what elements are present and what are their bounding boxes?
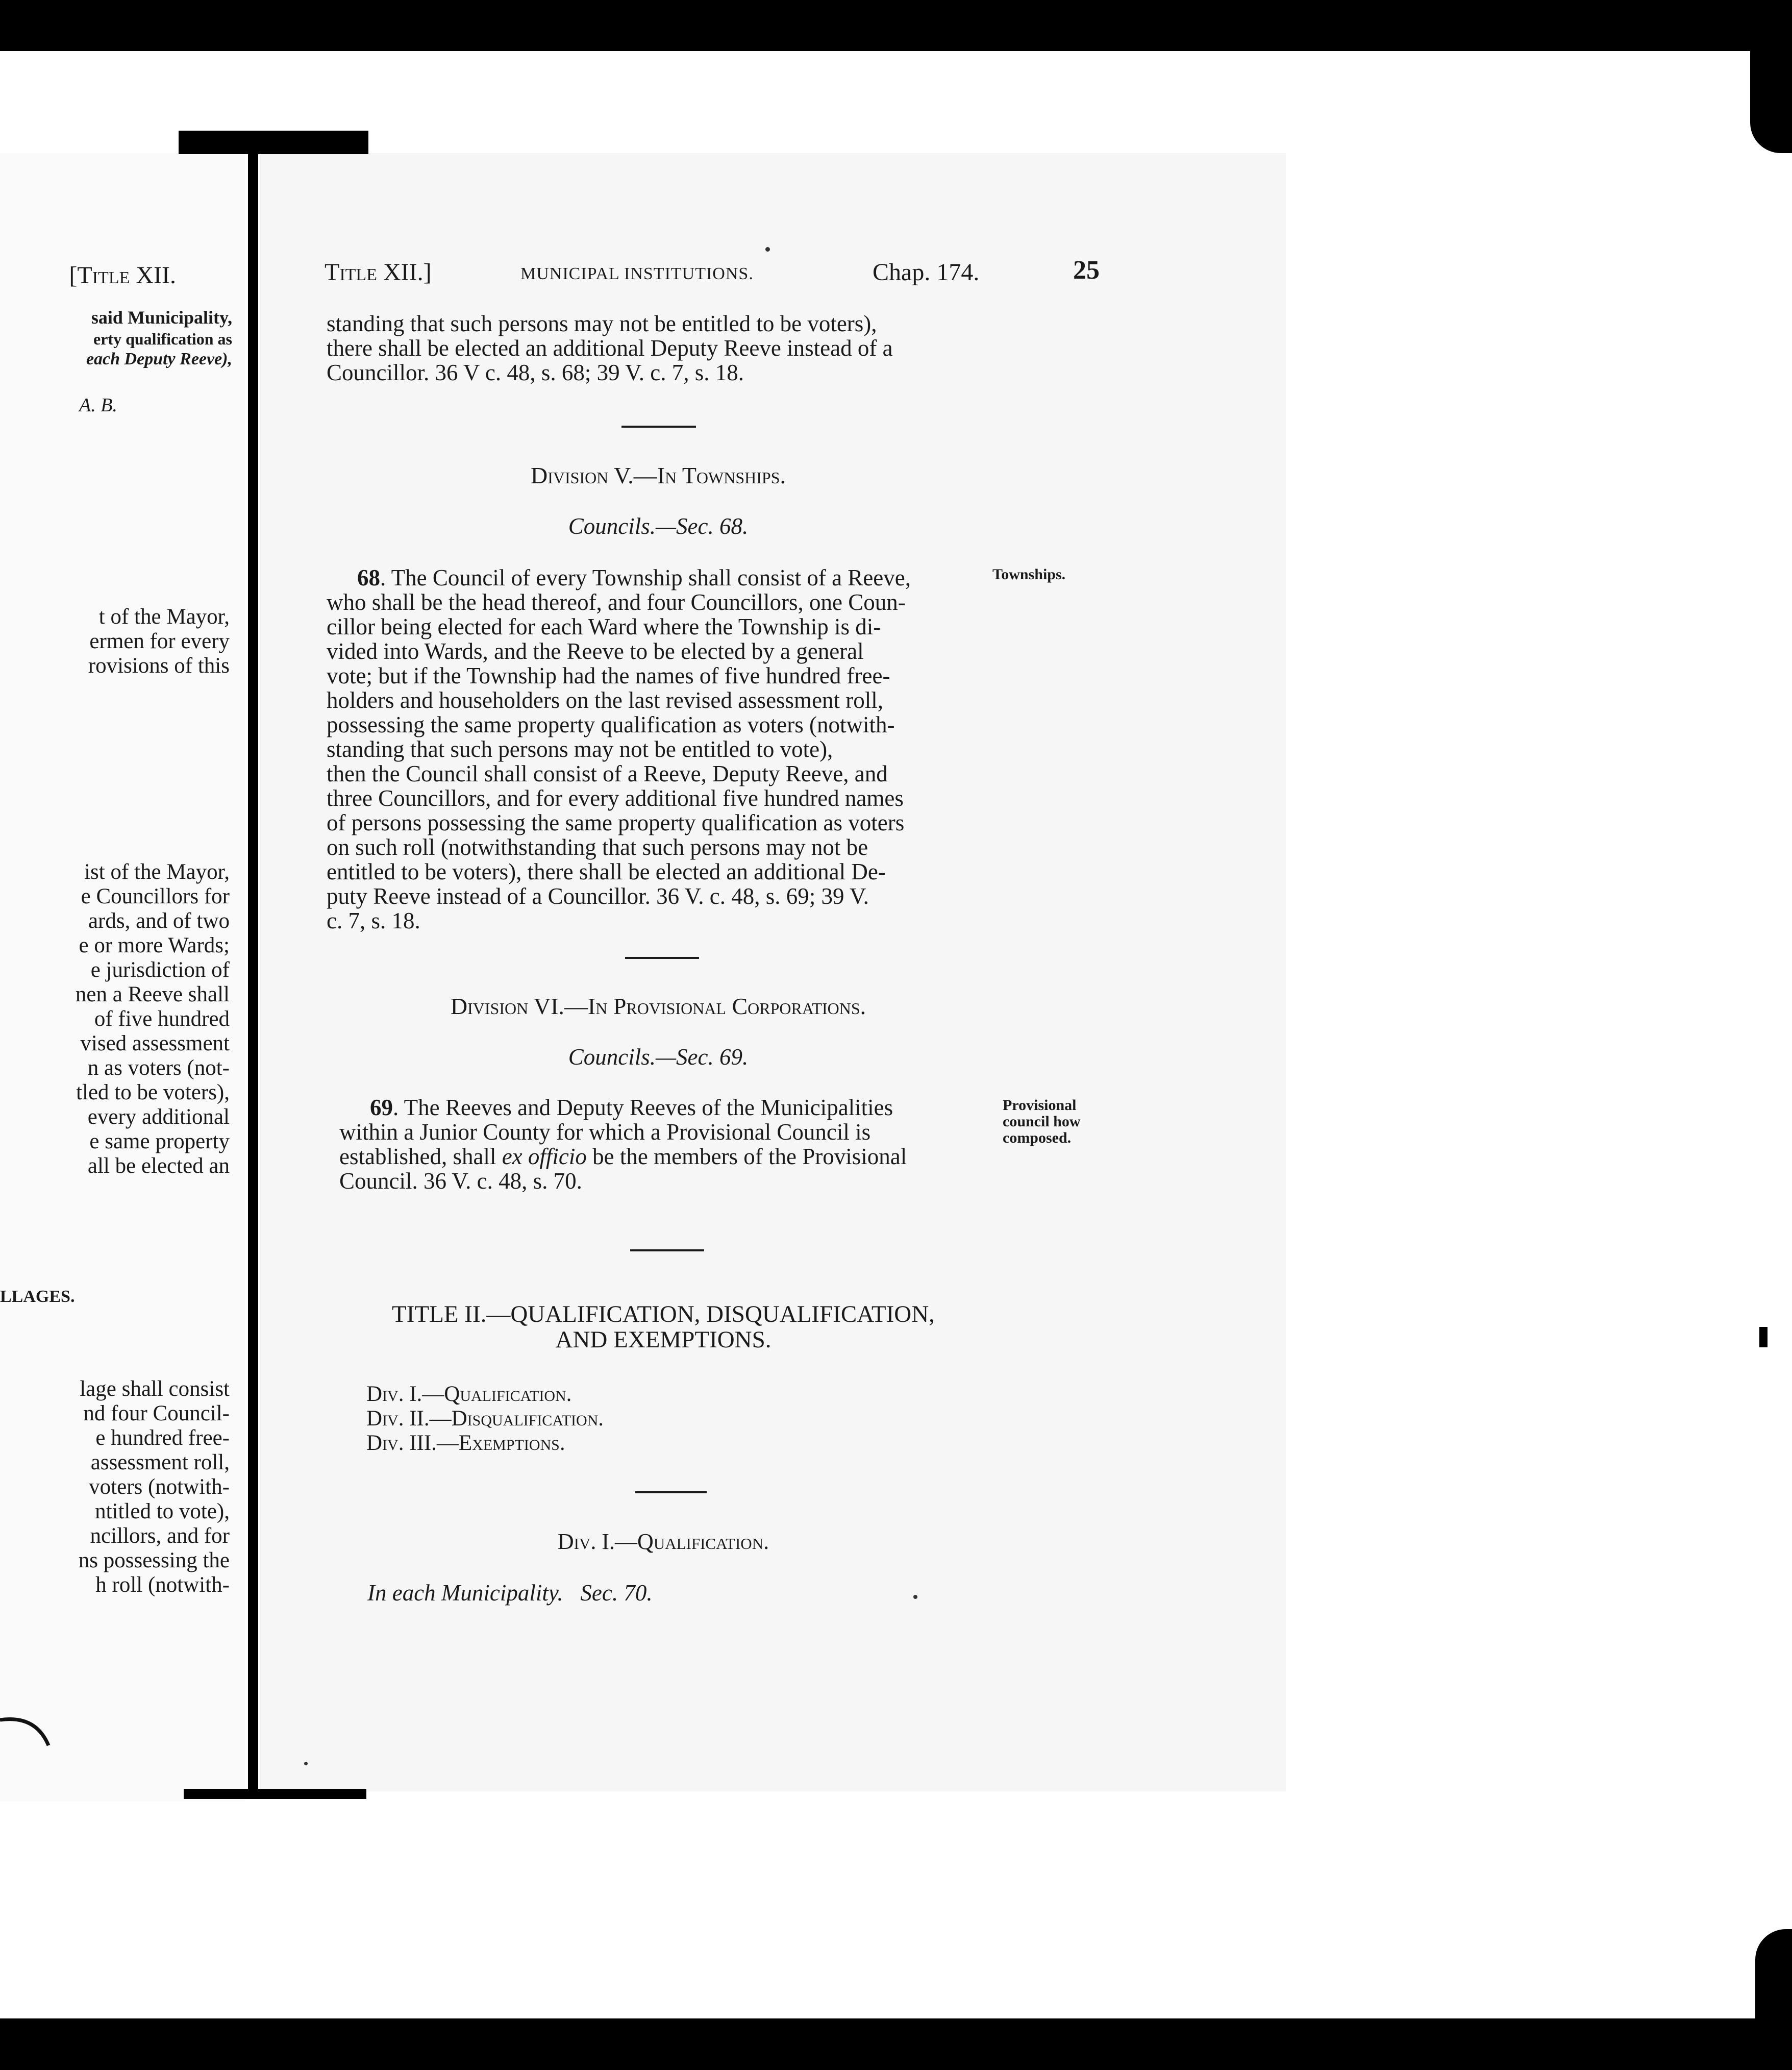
margin-note-provisional: Provisional council how composed. bbox=[1003, 1097, 1081, 1146]
text-line: ntitled to vote), bbox=[95, 1499, 230, 1523]
division-list-item: Div. I.—Qualification. bbox=[366, 1382, 572, 1406]
scan-border-bottom bbox=[0, 2018, 1792, 2070]
text-line: 68. The Council of every Township shall consist of a Reeve, bbox=[357, 565, 911, 590]
text-line: tled to be voters), bbox=[76, 1080, 230, 1104]
left-section-heading: LLAGES. bbox=[0, 1287, 75, 1306]
continuation-paragraph bbox=[327, 311, 893, 385]
chapter-number: Chap. 174. bbox=[873, 259, 980, 286]
section-rule bbox=[630, 1249, 704, 1251]
scan-border-corner-bottom-right bbox=[1755, 1929, 1792, 2070]
div-1-subheading: In each Municipality. Sec. 70. bbox=[367, 1580, 653, 1606]
division-5-subheading: Councils.—Sec. 68. bbox=[568, 513, 749, 539]
text-line: assessment roll, bbox=[90, 1450, 230, 1474]
text-line: all be elected an bbox=[87, 1154, 230, 1178]
text-line: entitled to be voters), there shall be elected an additional De- bbox=[327, 859, 886, 884]
running-head: MUNICIPAL INSTITUTIONS. bbox=[520, 264, 754, 283]
section-69-paragraph bbox=[339, 1095, 907, 1193]
section-68-paragraph bbox=[327, 565, 911, 933]
scan-edge-mark bbox=[1759, 1327, 1768, 1347]
text-line: puty Reeve instead of a Councillor. 36 V. c. 48, s. 69; 39 V. bbox=[327, 883, 869, 909]
division-6-heading: Division VI.—In Provisional Corporations. bbox=[450, 993, 866, 1019]
division-list-item: Div. III.—Exemptions. bbox=[366, 1431, 565, 1455]
section-number-68: 68 bbox=[357, 565, 380, 590]
signature-initials: A. B. bbox=[79, 395, 117, 416]
division-5-heading: Division V.—In Townships. bbox=[530, 462, 786, 488]
text-line: three Councillors, and for every additional five hundred names bbox=[327, 785, 904, 811]
text-line: Council. 36 V. c. 48, s. 70. bbox=[339, 1168, 582, 1194]
text-line: on such roll (notwithstanding that such persons may not be bbox=[327, 834, 868, 860]
text-line: vote; but if the Township had the names of five hundred free- bbox=[327, 663, 890, 688]
scan-border-top bbox=[0, 0, 1792, 51]
text-line: nd four Council- bbox=[83, 1401, 230, 1425]
left-page-header: [Title XII. bbox=[69, 262, 176, 289]
text-line: holders and householders on the last revised assessment roll, bbox=[327, 687, 884, 713]
ink-speck bbox=[765, 247, 770, 252]
left-page-top-lines bbox=[0, 306, 232, 369]
text-line: e Councillors for bbox=[81, 884, 230, 908]
text-line: of persons possessing the same property qualification as voters bbox=[327, 810, 905, 835]
ink-speck bbox=[913, 1595, 917, 1599]
text-line: cillor being elected for each Ward where the Township is di- bbox=[327, 614, 881, 639]
text-line: ist of the Mayor, bbox=[84, 860, 230, 884]
division-list-item: Div. II.—Disqualification. bbox=[366, 1407, 604, 1431]
left-page-fragment bbox=[0, 153, 245, 1802]
text-line: then the Council shall consist of a Reeve, Deputy Reeve, and bbox=[327, 761, 888, 786]
text-line: there shall be elected an additional Deputy Reeve instead of a bbox=[327, 335, 893, 361]
text-line: e or more Wards; bbox=[79, 933, 230, 957]
text-line: h roll (notwith- bbox=[95, 1573, 230, 1597]
text-line: lage shall consist bbox=[80, 1377, 230, 1401]
text-line: within a Junior County for which a Provisional Council is bbox=[339, 1119, 871, 1145]
text-line: 69. The Reeves and Deputy Reeves of the Municipalities bbox=[370, 1095, 893, 1120]
div-1-heading: Div. I.—Qualification. bbox=[557, 1529, 769, 1554]
text-line: ermen for every bbox=[89, 629, 230, 653]
text-line: erty qualification as bbox=[93, 330, 232, 348]
text-line: vised assessment bbox=[80, 1031, 230, 1055]
left-text-block-1 bbox=[0, 605, 230, 678]
text-line: e hundred free- bbox=[95, 1426, 230, 1450]
text-line: n as voters (not- bbox=[87, 1056, 230, 1080]
text-line: vided into Wards, and the Reeve to be elected by a general bbox=[327, 638, 864, 664]
text-line: ns possessing the bbox=[78, 1548, 230, 1572]
text-line: c. 7, s. 18. bbox=[327, 908, 420, 933]
text-line: said Municipality, bbox=[91, 307, 232, 328]
text-line: ards, and of two bbox=[88, 909, 230, 933]
text-line: standing that such persons may not be entitled to be voters), bbox=[327, 311, 877, 336]
margin-note-townships: Townships. bbox=[992, 566, 1066, 583]
section-rule bbox=[621, 426, 696, 428]
title-2-heading: TITLE II.—QUALIFICATION, DISQUALIFICATION, AND EXEMPTIONS. bbox=[392, 1301, 935, 1353]
ink-speck bbox=[304, 1762, 308, 1765]
binding-bar-foot bbox=[184, 1789, 366, 1799]
scan-border-corner-top-right bbox=[1750, 0, 1792, 153]
text-line: established, shall ex officio be the members of the Provisional bbox=[339, 1144, 907, 1169]
section-rule bbox=[625, 957, 699, 959]
page-number: 25 bbox=[1073, 256, 1100, 285]
text-line: Councillor. 36 V c. 48, s. 68; 39 V. c. 7, s. 18. bbox=[327, 360, 744, 385]
text-line: voters (notwith- bbox=[89, 1475, 230, 1499]
section-rule bbox=[635, 1491, 707, 1493]
text-line: e same property bbox=[89, 1129, 230, 1153]
title-2-division-list bbox=[366, 1382, 604, 1456]
text-line: nen a Reeve shall bbox=[75, 982, 230, 1006]
section-number-69: 69 bbox=[370, 1095, 393, 1120]
division-6-subheading: Councils.—Sec. 69. bbox=[568, 1044, 749, 1070]
text-line: standing that such persons may not be entitled to vote), bbox=[327, 736, 833, 762]
text-line: ncillors, and for bbox=[90, 1524, 230, 1548]
left-text-block-2 bbox=[0, 860, 230, 1178]
text-line: who shall be the head thereof, and four Councillors, one Coun- bbox=[327, 589, 906, 615]
text-line: every additional bbox=[87, 1105, 230, 1129]
text-line: e jurisdiction of bbox=[90, 958, 230, 982]
text-line: each Deputy Reeve), bbox=[86, 350, 232, 368]
text-line: t of the Mayor, bbox=[98, 605, 230, 629]
text-line: possessing the same property qualification as voters (notwith- bbox=[327, 712, 895, 737]
text-line: of five hundred bbox=[94, 1007, 230, 1031]
left-text-block-3 bbox=[0, 1377, 230, 1597]
binding-bar-vertical bbox=[248, 153, 258, 1796]
running-title: Title XII.] bbox=[325, 259, 432, 286]
page-curl-mark bbox=[0, 1710, 56, 1756]
text-line: rovisions of this bbox=[88, 654, 230, 678]
binding-bar-top bbox=[179, 131, 368, 154]
